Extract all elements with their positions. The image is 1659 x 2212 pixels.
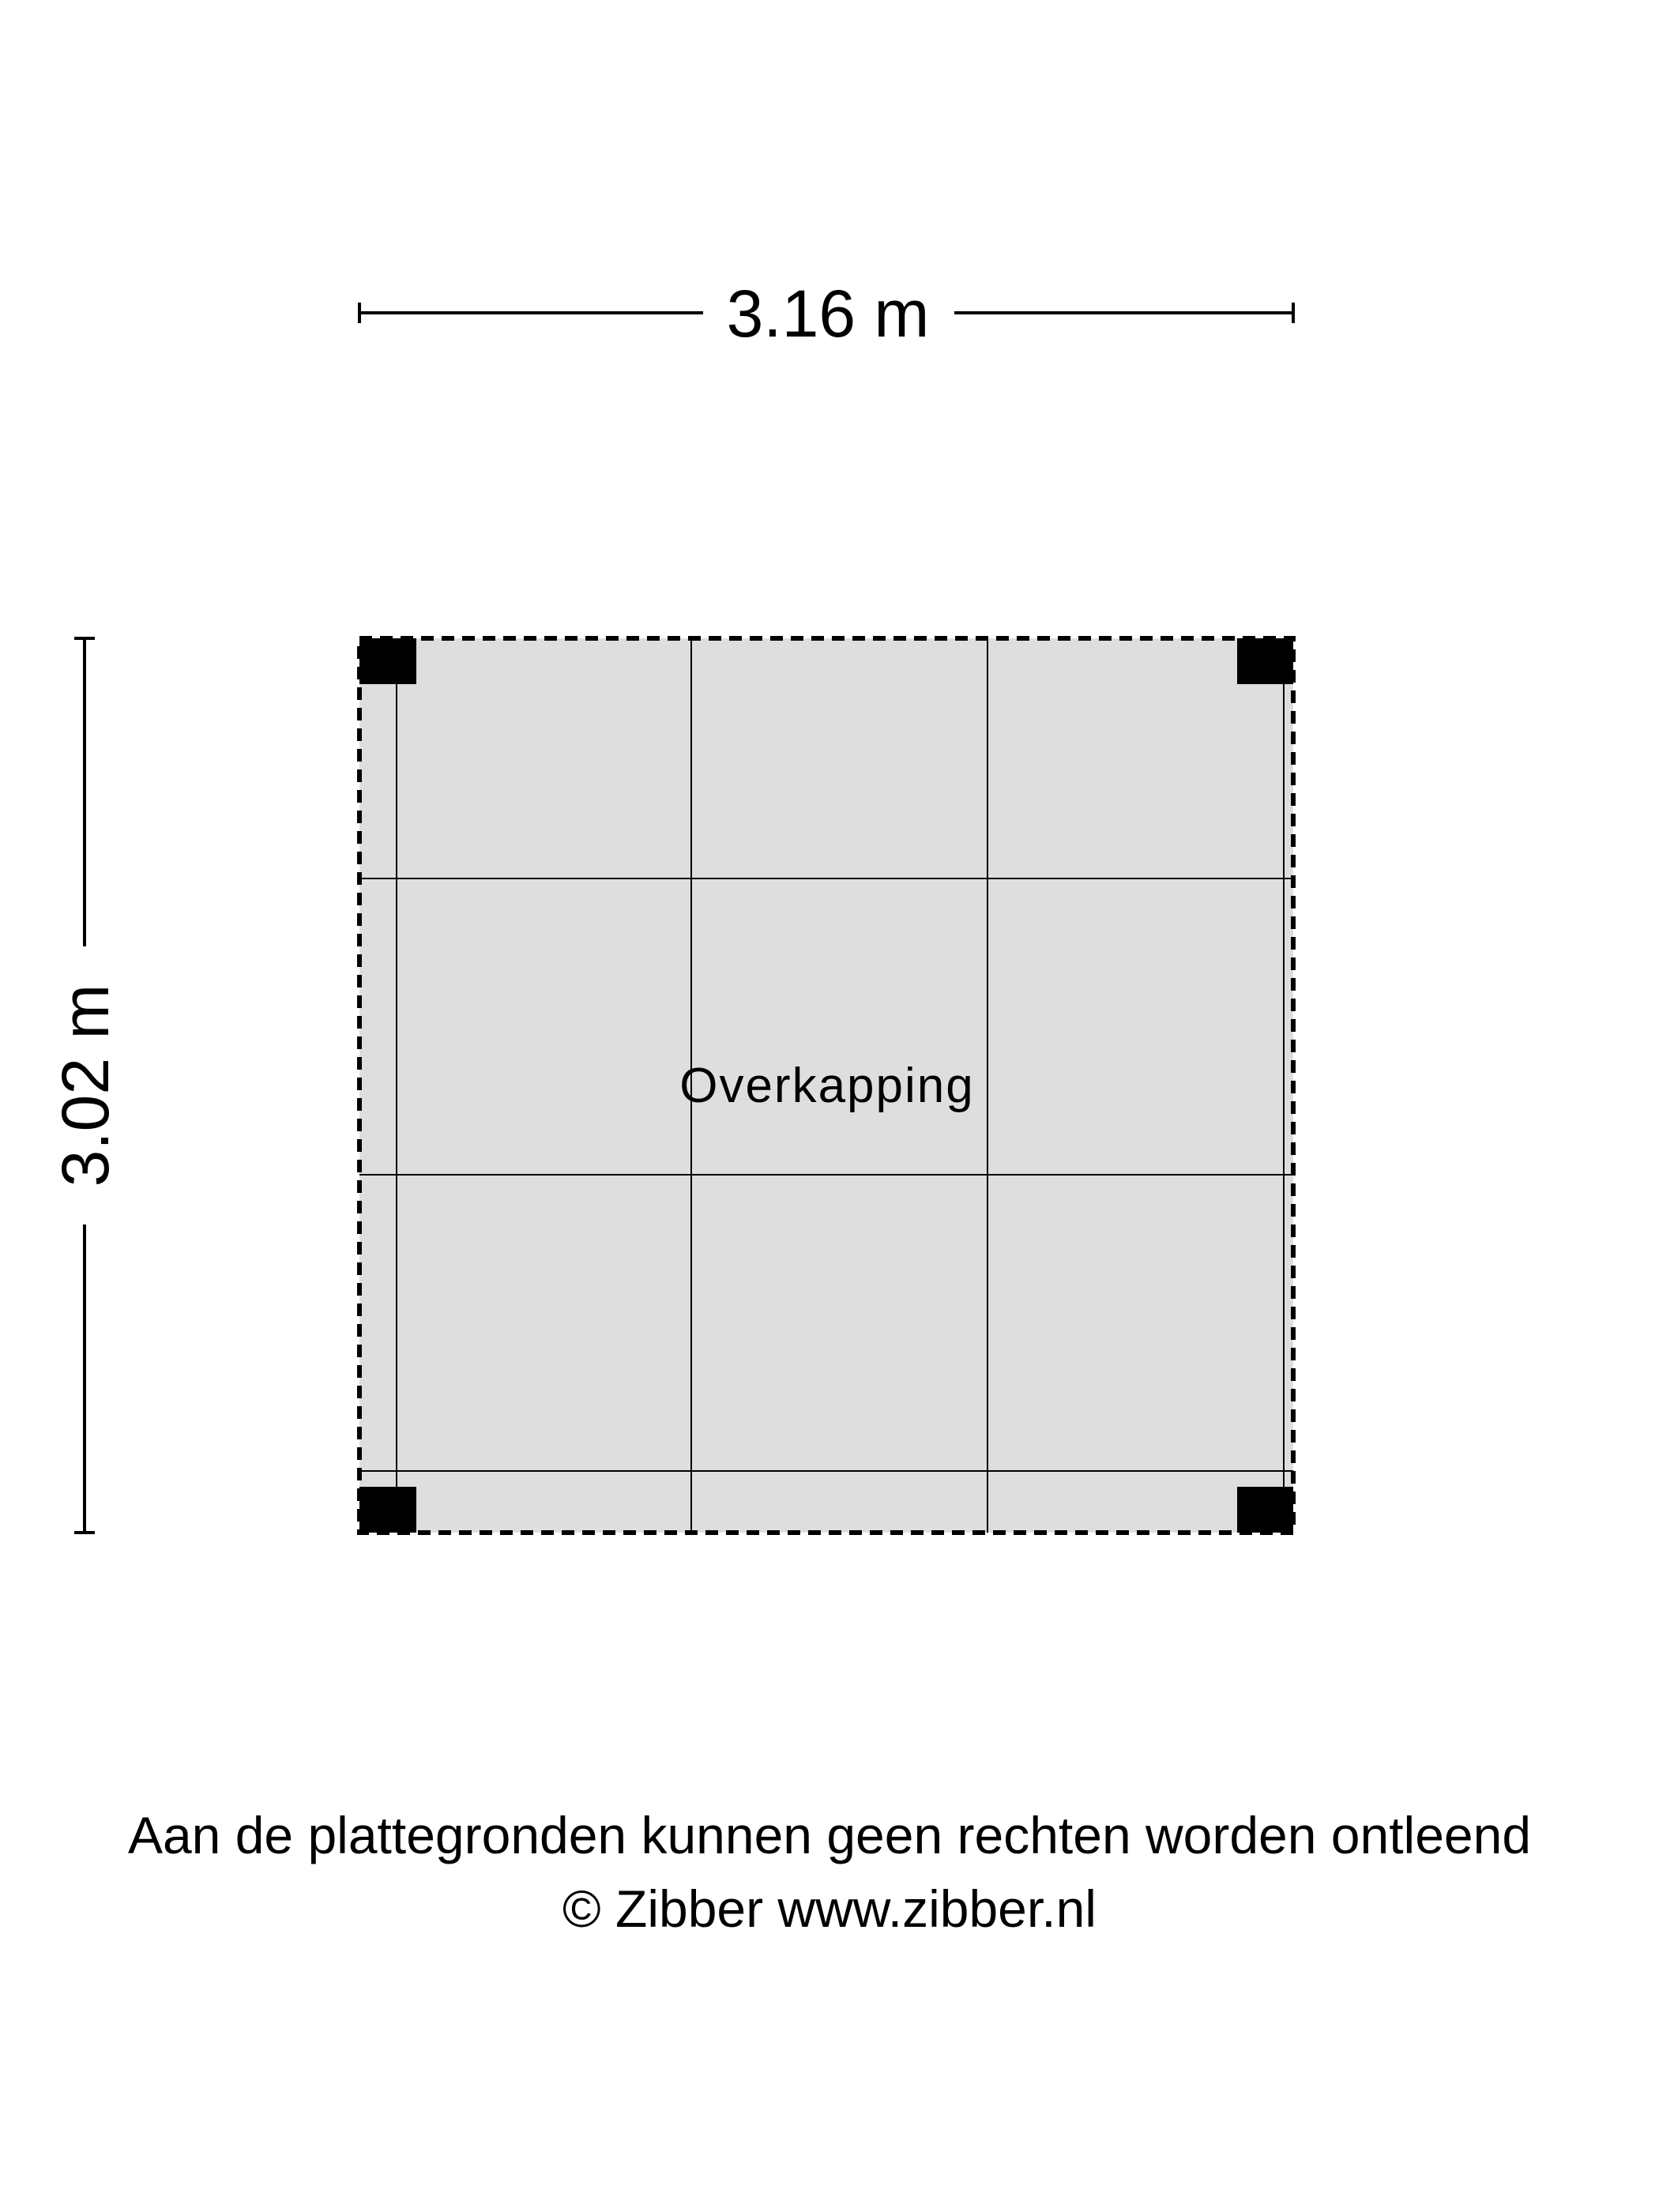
width-dimension-label: 3.16 m <box>726 276 930 351</box>
room-label: Overkapping <box>679 1059 975 1113</box>
copyright-text: © Zibber www.zibber.nl <box>562 1879 1097 1938</box>
post-top-right <box>1237 638 1293 684</box>
height-dimension-label: 3.02 m <box>48 984 122 1187</box>
post-bottom-right <box>1237 1487 1293 1533</box>
height-dimension <box>48 638 122 1533</box>
room-overkapping <box>359 638 1293 1533</box>
post-bottom-left <box>359 1487 416 1533</box>
width-dimension <box>359 276 1293 351</box>
disclaimer-text: Aan de plattegronden kunnen geen rechten worden ontleend <box>127 1806 1532 1864</box>
post-top-left <box>359 638 416 684</box>
